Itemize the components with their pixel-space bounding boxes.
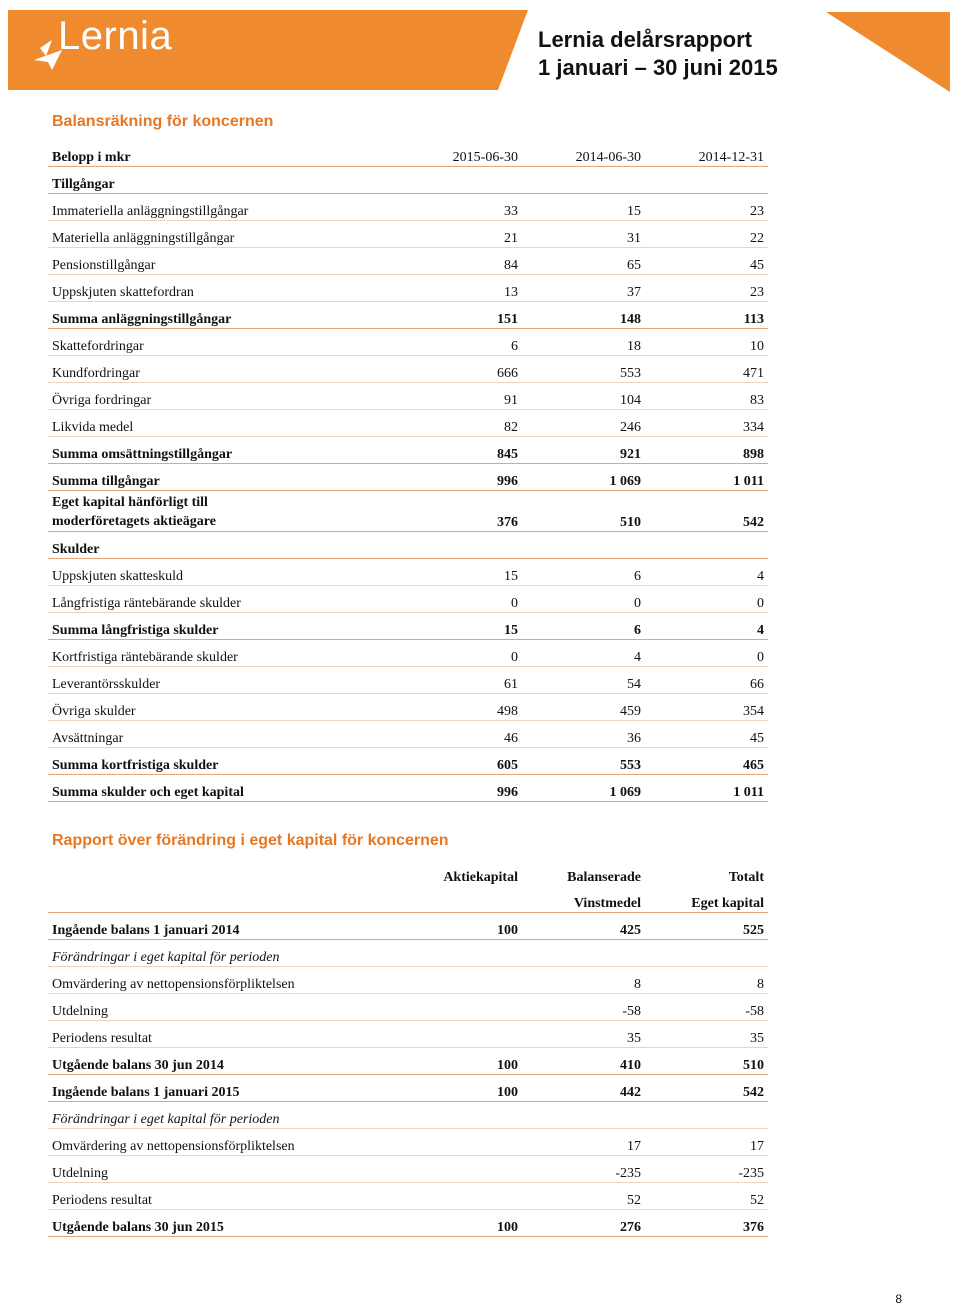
row-value: 21	[400, 221, 522, 248]
table-row	[48, 356, 768, 383]
row-value	[400, 940, 522, 967]
table-row	[48, 667, 768, 694]
table-row	[48, 913, 768, 940]
table-row	[48, 721, 768, 748]
row-value: 0	[645, 586, 768, 613]
row-label: Periodens resultat	[48, 1021, 400, 1048]
row-label: Summa kortfristiga skulder	[48, 748, 400, 775]
row-label: Immateriella anläggningstillgångar	[48, 194, 400, 221]
row-label: Övriga fordringar	[48, 383, 400, 410]
table-row	[48, 194, 768, 221]
row-value: 17	[522, 1129, 645, 1156]
table-row	[48, 302, 768, 329]
row-label: Skulder	[48, 532, 400, 559]
page-number: 8	[895, 1292, 902, 1306]
row-value: 104	[522, 383, 645, 410]
row-value: 45	[645, 248, 768, 275]
balance-header-row	[48, 140, 768, 167]
row-value: 6	[522, 613, 645, 640]
equity-header-cell: Eget kapital	[645, 886, 768, 913]
table-row	[48, 167, 768, 194]
row-label: Förändringar i eget kapital för perioden	[48, 940, 400, 967]
row-label: Ingående balans 1 januari 2015	[48, 1075, 400, 1102]
row-value: 23	[645, 275, 768, 302]
row-value: 1 069	[522, 775, 645, 802]
row-label: Leverantörsskulder	[48, 667, 400, 694]
table-row	[48, 694, 768, 721]
row-value: 246	[522, 410, 645, 437]
table-row	[48, 748, 768, 775]
row-value: 15	[400, 613, 522, 640]
row-value	[400, 532, 522, 559]
row-value	[645, 167, 768, 194]
table-row	[48, 383, 768, 410]
row-value: 10	[645, 329, 768, 356]
row-value: 1 011	[645, 464, 768, 491]
row-label: Omvärdering av nettopensionsförpliktelsen	[48, 1129, 400, 1156]
row-value: 17	[645, 1129, 768, 1156]
report-title-line2: 1 januari – 30 juni 2015	[538, 55, 778, 80]
row-value: -58	[522, 994, 645, 1021]
row-value: 898	[645, 437, 768, 464]
table-row	[48, 1183, 768, 1210]
table-row	[48, 613, 768, 640]
table-row	[48, 559, 768, 586]
row-value	[400, 167, 522, 194]
balance-body	[48, 167, 768, 802]
balance-header-label: Belopp i mkr	[48, 140, 400, 167]
table-row	[48, 410, 768, 437]
row-label: Materiella anläggningstillgångar	[48, 221, 400, 248]
row-value: 8	[522, 967, 645, 994]
row-value: 35	[522, 1021, 645, 1048]
row-value: -235	[645, 1156, 768, 1183]
row-value	[400, 1156, 522, 1183]
row-label: Eget kapital hänförligt till moderföretagets aktieägare	[48, 491, 400, 532]
row-value: 46	[400, 721, 522, 748]
lernia-logo-text: Lernia	[58, 14, 173, 58]
row-value: 425	[522, 913, 645, 940]
row-value: 36	[522, 721, 645, 748]
row-label: Likvida medel	[48, 410, 400, 437]
row-label: Uppskjuten skattefordran	[48, 275, 400, 302]
table-row	[48, 1156, 768, 1183]
row-value	[522, 1102, 645, 1129]
row-value: 8	[645, 967, 768, 994]
row-value: 148	[522, 302, 645, 329]
balance-sheet-table	[48, 140, 768, 802]
table-row	[48, 437, 768, 464]
table-row	[48, 1129, 768, 1156]
table-row	[48, 275, 768, 302]
row-value: 100	[400, 1048, 522, 1075]
row-value: 91	[400, 383, 522, 410]
row-value: 6	[400, 329, 522, 356]
row-label: Omvärdering av nettopensionsförpliktelsen	[48, 967, 400, 994]
row-value: -235	[522, 1156, 645, 1183]
balance-header-col: 2014-12-31	[645, 140, 768, 167]
row-value: 376	[645, 1210, 768, 1237]
row-value: 410	[522, 1048, 645, 1075]
row-value: 61	[400, 667, 522, 694]
row-value: 84	[400, 248, 522, 275]
row-value: 65	[522, 248, 645, 275]
balance-sheet-title: Balansräkning för koncernen	[52, 113, 274, 130]
row-label: Skattefordringar	[48, 329, 400, 356]
table-row	[48, 532, 768, 559]
row-value: 334	[645, 410, 768, 437]
row-value: 52	[522, 1183, 645, 1210]
row-value: 921	[522, 437, 645, 464]
row-label: Summa anläggningstillgångar	[48, 302, 400, 329]
row-value	[522, 940, 645, 967]
row-label: Ingående balans 1 januari 2014	[48, 913, 400, 940]
row-value: 100	[400, 913, 522, 940]
row-label: Utdelning	[48, 1156, 400, 1183]
row-value: 465	[645, 748, 768, 775]
row-value: 845	[400, 437, 522, 464]
table-row	[48, 775, 768, 802]
table-row	[48, 329, 768, 356]
page-header	[0, 0, 960, 100]
row-value: 4	[522, 640, 645, 667]
row-value: 13	[400, 275, 522, 302]
row-value: 23	[645, 194, 768, 221]
row-value: 376	[400, 491, 522, 532]
row-value: 35	[645, 1021, 768, 1048]
row-value: 100	[400, 1210, 522, 1237]
equity-header-cell: Balanserade	[567, 870, 641, 885]
row-value: 0	[522, 586, 645, 613]
row-label: Uppskjuten skatteskuld	[48, 559, 400, 586]
table-row	[48, 1102, 768, 1129]
row-label: Summa omsättningstillgångar	[48, 437, 400, 464]
row-value: 996	[400, 775, 522, 802]
row-label: Långfristiga räntebärande skulder	[48, 586, 400, 613]
row-label: Periodens resultat	[48, 1183, 400, 1210]
row-value: 83	[645, 383, 768, 410]
row-value: 66	[645, 667, 768, 694]
equity-header-cell: Aktiekapital	[443, 870, 518, 885]
row-value	[400, 1021, 522, 1048]
report-title	[538, 26, 778, 82]
equity-header-row-2	[48, 886, 768, 913]
row-value: 54	[522, 667, 645, 694]
row-value: 31	[522, 221, 645, 248]
table-row	[48, 967, 768, 994]
row-value: 510	[522, 491, 645, 532]
row-value: 498	[400, 694, 522, 721]
row-value	[645, 532, 768, 559]
table-row	[48, 640, 768, 667]
row-label: Utgående balans 30 jun 2014	[48, 1048, 400, 1075]
equity-header-cell	[400, 886, 522, 913]
equity-report-title: Rapport över förändring i eget kapital för koncernen	[52, 832, 449, 849]
row-value: 0	[400, 640, 522, 667]
row-label: Pensionstillgångar	[48, 248, 400, 275]
row-value: 553	[522, 356, 645, 383]
balance-header-col: 2015-06-30	[400, 140, 522, 167]
row-value	[645, 1102, 768, 1129]
row-label: Summa tillgångar	[48, 464, 400, 491]
equity-header-cell	[48, 886, 400, 913]
table-row	[48, 994, 768, 1021]
table-row	[48, 221, 768, 248]
table-row	[48, 940, 768, 967]
table-row	[48, 1021, 768, 1048]
table-row	[48, 464, 768, 491]
equity-table	[48, 860, 768, 1237]
row-value	[645, 940, 768, 967]
row-label: Tillgångar	[48, 167, 400, 194]
table-row	[48, 1048, 768, 1075]
equity-header-cell: Totalt	[728, 870, 764, 885]
row-value	[522, 532, 645, 559]
row-value: 6	[522, 559, 645, 586]
table-row	[48, 1210, 768, 1237]
row-value: 471	[645, 356, 768, 383]
table-row	[48, 586, 768, 613]
table-row	[48, 248, 768, 275]
row-value: 37	[522, 275, 645, 302]
row-value: 113	[645, 302, 768, 329]
row-label: Kortfristiga räntebärande skulder	[48, 640, 400, 667]
equity-body	[48, 913, 768, 1237]
row-value	[400, 1129, 522, 1156]
row-value: 354	[645, 694, 768, 721]
row-value: 605	[400, 748, 522, 775]
row-label: Summa långfristiga skulder	[48, 613, 400, 640]
row-value: 553	[522, 748, 645, 775]
equity-header-row-1	[48, 860, 768, 886]
row-label: Utdelning	[48, 994, 400, 1021]
row-label: Summa skulder och eget kapital	[48, 775, 400, 802]
report-title-line1: Lernia delårsrapport	[538, 27, 752, 52]
row-value: 1 069	[522, 464, 645, 491]
row-value: 52	[645, 1183, 768, 1210]
row-value: 666	[400, 356, 522, 383]
row-value: 4	[645, 559, 768, 586]
row-value: 996	[400, 464, 522, 491]
row-value	[400, 967, 522, 994]
row-value: 442	[522, 1075, 645, 1102]
row-value: 276	[522, 1210, 645, 1237]
row-value: 459	[522, 694, 645, 721]
row-value	[400, 1102, 522, 1129]
row-value	[400, 994, 522, 1021]
row-value: 45	[645, 721, 768, 748]
row-value: 18	[522, 329, 645, 356]
row-value	[522, 167, 645, 194]
row-value: 0	[645, 640, 768, 667]
equity-header-cell: Vinstmedel	[522, 886, 645, 913]
row-value: 100	[400, 1075, 522, 1102]
row-value: 15	[400, 559, 522, 586]
row-label: Utgående balans 30 jun 2015	[48, 1210, 400, 1237]
balance-header-col: 2014-06-30	[522, 140, 645, 167]
table-row	[48, 491, 768, 532]
row-value: 151	[400, 302, 522, 329]
row-value: 542	[645, 491, 768, 532]
row-value: 4	[645, 613, 768, 640]
row-value: 510	[645, 1048, 768, 1075]
row-value: 525	[645, 913, 768, 940]
row-value: 542	[645, 1075, 768, 1102]
row-label: Kundfordringar	[48, 356, 400, 383]
table-row	[48, 1075, 768, 1102]
row-value: 1 011	[645, 775, 768, 802]
row-label: Avsättningar	[48, 721, 400, 748]
row-value: 33	[400, 194, 522, 221]
row-value: 0	[400, 586, 522, 613]
row-value: 15	[522, 194, 645, 221]
row-value: -58	[645, 994, 768, 1021]
row-label: Förändringar i eget kapital för perioden	[48, 1102, 400, 1129]
header-orange-swoosh	[826, 12, 950, 92]
row-value: 82	[400, 410, 522, 437]
row-label: Övriga skulder	[48, 694, 400, 721]
row-value	[400, 1183, 522, 1210]
equity-header-cell	[48, 860, 400, 886]
row-value: 22	[645, 221, 768, 248]
